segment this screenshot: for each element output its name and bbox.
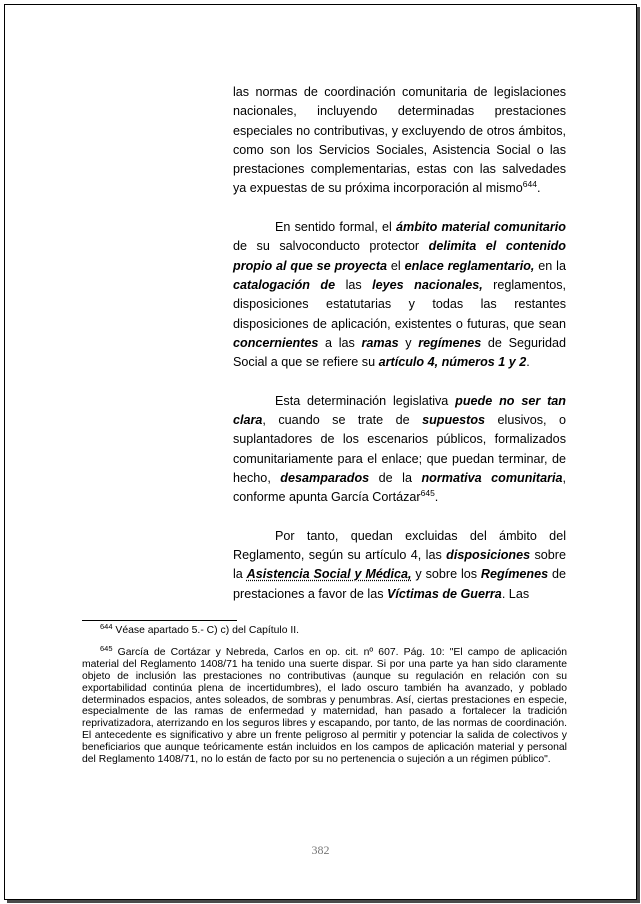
footnote-text: Véase apartado 5.- C) c) del Capítulo II. — [112, 625, 300, 636]
footnote-text: García de Cortázar y Nebreda, Carlos en op. cit. nº 607. Pág. 10: "El campo de aplicación material del Reglamento 1408/71 ha tenido una suerte dispar. Si por una parte ya han sido claramente objeto de inclusión las prestaciones no contributivas (aunque su regulación en relación con su exportabilidad continúa plena de incertidumbres), el lado oscuro también ha avanzado, y poblado determinados espacios, antes soleados, de sombras y penumbras. Así, ciertas prestaciones en especie, especialmente de las ramas de enfermedad y maternidad, han pasado a fortalecer la tradición reprivatizadora, aterrizando en los seguros libres y escapando, por tanto, de las normas de coordinación. El antecedente es significativo y abre un frente peligroso al permitir y potenciar la salida de colectivos y beneficiarios que aunque teóricamente están incluidos en los campos de aplicación material y personal del Reglamento 1408/71, no lo están de facto por su no pertenencia o sujeción a un régimen público". — [82, 646, 567, 766]
paragraph-3: Esta determinación legislativa puede no ser tan clara, cuando se trate de supuestos elusivos, o suplantadores de los escenarios públicos, formalizados comunitariamente para el enlace; que puedan terminar, de hecho, desamparados de la normativa comunitaria, conforme apunta García Cortázar$^{645}$. — [233, 393, 567, 505]
footnote-644 — [82, 622, 567, 637]
footnote-separator — [82, 620, 237, 621]
paragraph-4: Por tanto, quedan excluidas del ámbito del Reglamento, según su artículo 4, las disposiciones sobre la Asistencia Social y Médica, y sobre los Regímenes de prestaciones a favor de las Víctimas de Guerra. Las — [233, 528, 566, 601]
paragraph-1: las normas de coordinación comunitaria de legislaciones nacionales, incluyendo determinadas prestaciones especiales no contributivas, y excluyendo de otros ámbitos, como son los Servicios Sociales, Asistencia Social o las prestaciones complementarias, estas con las salvedades ya expuestas de su próxima incorporación al mismo$^{644}$. — [233, 85, 566, 196]
footnote-ref-644[interactable]: 644 — [522, 179, 537, 190]
footnotes — [82, 622, 567, 766]
footnote-ref-645[interactable]: 645 — [420, 488, 435, 499]
footnote-645 — [82, 643, 567, 766]
document-page — [4, 4, 637, 900]
paragraph-2: En sentido formal, el ámbito material comunitario de su salvoconducto protector delimita el contenido propio al que se proyecta el enlace reglamentario, en la catalogación de las leyes nacionales, reglamentos, disposiciones estatutarias y todas las restantes disposiciones de aplicación, existentes o futuras, que sean concernientes a las ramas y regímenes de Seguridad Social a que se refiere su artículo 4, números 1 y 2. — [233, 220, 566, 370]
footnote-number: 645 — [100, 643, 113, 653]
main-text — [233, 83, 566, 604]
footnote-number: 644 — [100, 622, 113, 631]
page-number: 382 — [311, 843, 330, 857]
